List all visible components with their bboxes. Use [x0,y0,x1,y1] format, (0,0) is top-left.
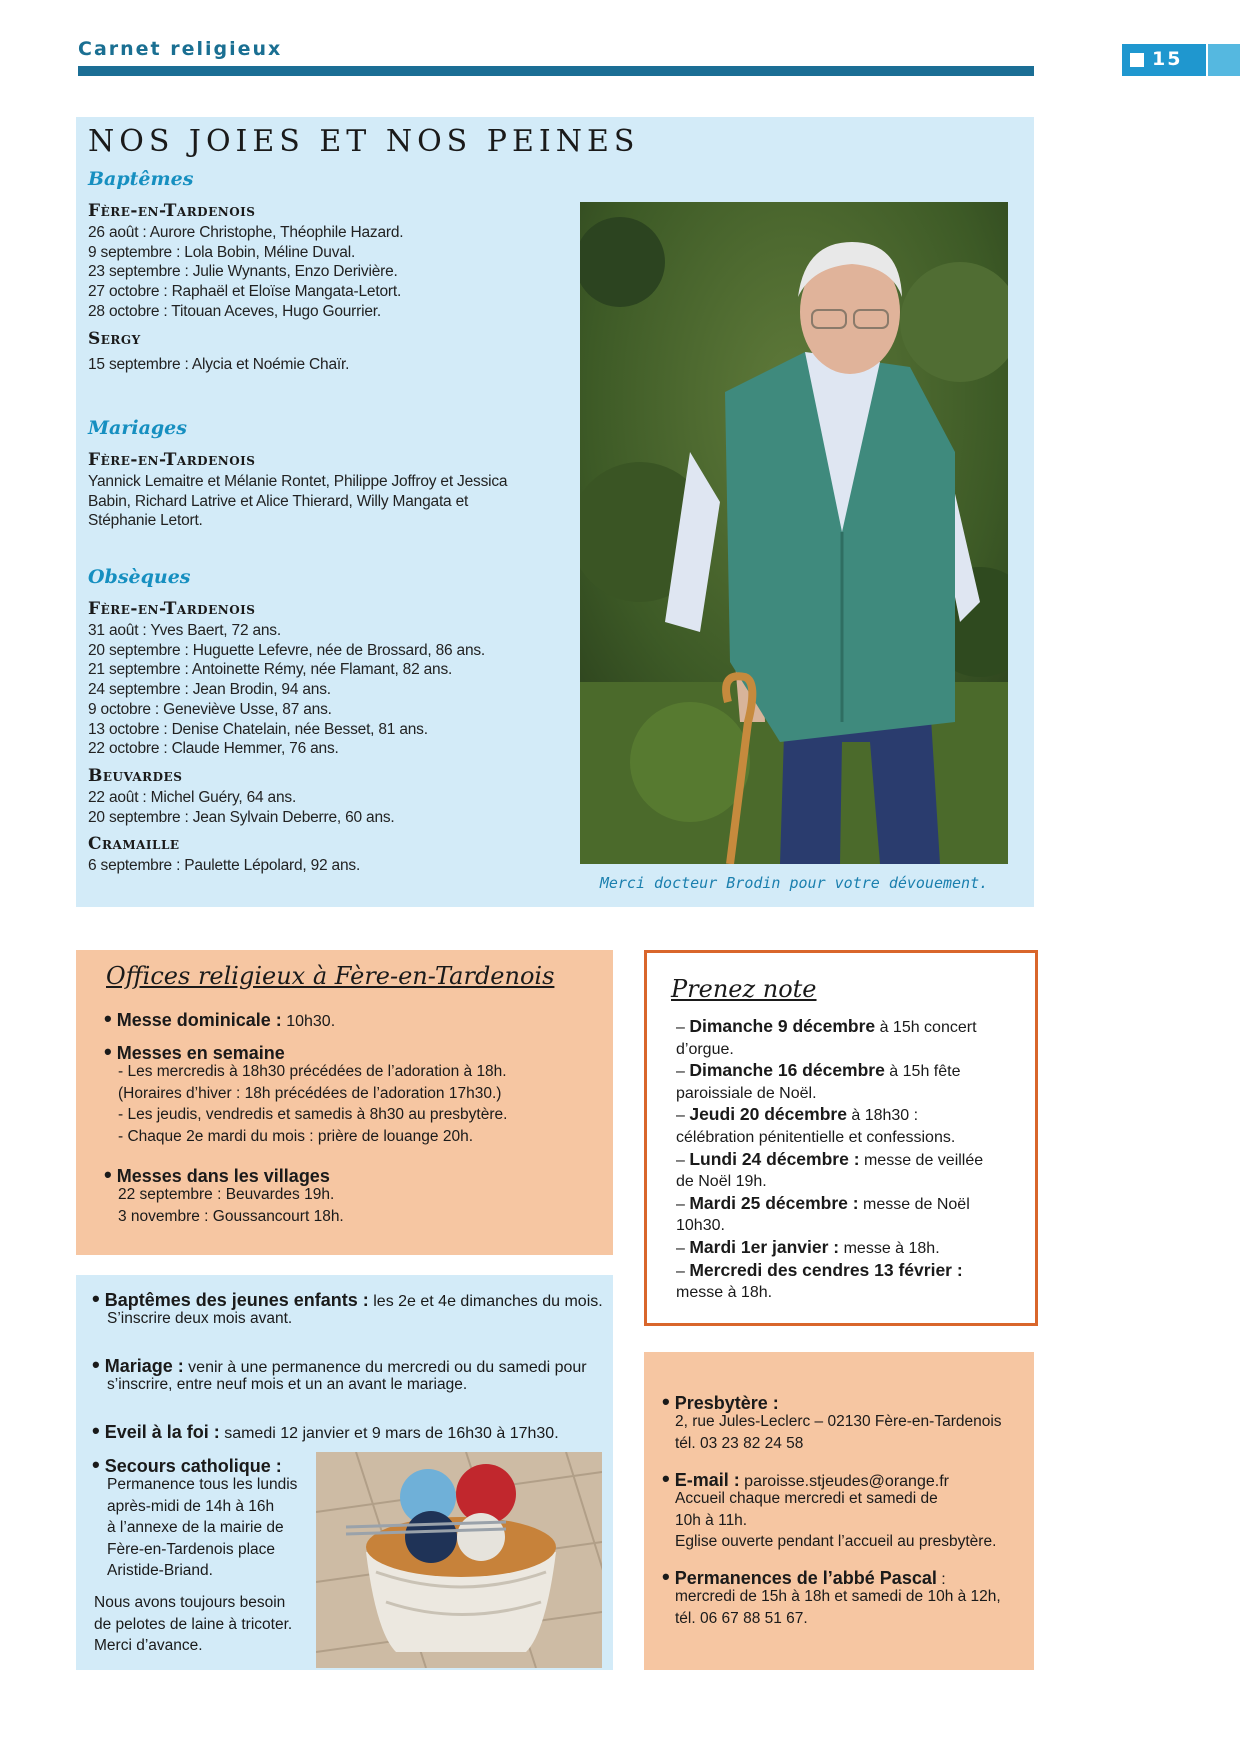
list-item: – Mardi 25 décembre : messe de Noël [676,1192,970,1213]
list-item: Permanence tous les lundis [107,1476,298,1493]
list-item: célébration pénitentielle et confessions. [676,1128,956,1146]
list-item: tél. 06 67 88 51 67. [675,1609,808,1627]
offices-title: Offices religieux à Fère-en-Tardenois [106,962,555,990]
list-item: - Les mercredis à 18h30 précédées de l’adoration à 18h. [118,1063,507,1080]
presbytere-info: • Presbytère : [662,1389,779,1414]
list-item: paroissiale de Noël. [676,1084,817,1102]
mariage-info: • Mariage : venir à une permanence du mercredi ou du samedi pour [92,1352,587,1377]
list-item: 23 septembre : Julie Wynants, Enzo Derivière. [88,263,398,281]
doctor-photo [580,202,1008,864]
obseques-town-cramaille: Cramaille [88,834,180,854]
list-item: 21 septembre : Antoinette Rémy, née Flamant, 82 ans. [88,661,453,679]
list-item: d’orgue. [676,1040,734,1058]
list-item: après-midi de 14h à 16h [107,1497,275,1515]
wool-basket-photo [316,1452,602,1668]
bullet-icon: • [104,1006,112,1031]
laine-note [94,1592,292,1657]
baptemes-enfants-note: S’inscrire deux mois avant. [107,1310,293,1327]
list-item: 20 septembre : Jean Sylvain Deberre, 60 ans. [88,808,395,826]
baptemes-heading: Baptêmes [88,168,194,190]
list-item: 27 octobre : Raphaël et Eloïse Mangata-Letort. [88,283,402,301]
list-item: Nous avons toujours besoin [94,1594,286,1611]
mariages-fere-list [88,472,507,531]
bullet-icon: • [92,1452,100,1477]
list-item: Fère-en-Tardenois place [107,1540,276,1558]
list-item: 9 octobre : Geneviève Usse, 87 ans. [88,700,332,718]
list-item: - Chaque 2e mardi du mois : prière de louange 20h. [118,1127,473,1145]
presbytere-address [675,1411,1002,1454]
section-title: Carnet religieux [78,38,283,60]
villages-list [118,1184,344,1227]
obseques-beuvardes-list [88,788,395,827]
list-item: 20 septembre : Huguette Lefevre, née de Brossard, 86 ans. [88,641,486,659]
list-item: 28 octobre : Titouan Aceves, Hugo Gourrier. [88,302,381,320]
list-item: à l’annexe de la mairie de [107,1519,284,1536]
list-item: mercredi de 15h à 18h et samedi de 10h à 12h, [675,1588,1001,1605]
list-item: Eglise ouverte pendant l’accueil au presbytère. [675,1533,997,1550]
list-item: de Noël 19h. [676,1173,767,1191]
list-item: 24 septembre : Jean Brodin, 94 ans. [88,681,331,699]
page-number-stripe [1208,44,1240,76]
obseques-heading: Obsèques [88,566,191,588]
list-item: Aristide-Briand. [107,1562,213,1579]
baptemes-fere-list [88,223,403,322]
bullet-icon: • [92,1418,100,1443]
obseques-cramaille-list [88,856,360,876]
list-item: Accueil chaque mercredi et samedi de [675,1490,938,1507]
prenez-note-list [676,1016,983,1304]
baptemes-town-sergy: Sergy [88,329,141,349]
messes-semaine: • Messes en semaine [104,1039,285,1064]
permanences-abbe: • Permanences de l’abbé Pascal : [662,1564,946,1589]
baptemes-sergy-list [88,355,349,375]
list-item: de pelotes de laine à tricoter. [94,1615,293,1633]
eveil-foi: • Eveil à la foi : samedi 12 janvier et 9 mars de 16h30 à 17h30. [92,1418,559,1443]
mariages-heading: Mariages [88,417,187,439]
address-line: 2, rue Jules-Leclerc – 02130 Fère-en-Tardenois [675,1413,1002,1430]
list-item: – Lundi 24 décembre : messe de veillée [676,1148,984,1169]
list-item: Yannick Lemaitre et Mélanie Rontet, Philippe Joffroy et Jessica [88,473,508,490]
list-item: 31 août : Yves Baert, 72 ans. [88,622,281,639]
list-item: 13 octobre : Denise Chatelain, née Besset, 81 ans. [88,720,428,738]
email-info: • E-mail : paroisse.stjeudes@orange.fr [662,1466,949,1491]
semaine-list [118,1061,507,1147]
page-square-icon [1130,53,1144,67]
prenez-note-title: Prenez note [671,975,817,1003]
messe-dominicale: • Messe dominicale : 10h30. [104,1006,336,1031]
joies-title: NOS JOIES ET NOS PEINES [88,124,640,159]
list-item: messe à 18h. [676,1284,773,1302]
bullet-icon: • [92,1352,100,1377]
email-address[interactable]: paroisse.stjeudes@orange.fr [739,1473,949,1490]
page-number: 15 [1152,48,1183,70]
bullet-icon: • [662,1564,670,1589]
permanences-list [675,1586,1001,1629]
obseques-fere-list [88,621,485,759]
list-item: 22 septembre : Beuvardes 19h. [118,1186,335,1203]
baptemes-town-fere: Fère-en-Tardenois [88,201,256,221]
baptemes-enfants: • Baptêmes des jeunes enfants : les 2e et 4e dimanches du mois. [92,1286,603,1311]
phone-line: tél. 03 23 82 24 58 [675,1434,804,1452]
mariage-info-note: s’inscrire, entre neuf mois et un an avant le mariage. [107,1376,468,1393]
list-item: – Dimanche 9 décembre à 15h concert [676,1016,977,1036]
list-item: 10h à 11h. [675,1511,748,1529]
list-item: – Jeudi 20 décembre à 18h30 : [676,1104,919,1125]
list-item: - Les jeudis, vendredis et samedis à 8h30 au presbytère. [118,1106,508,1123]
bullet-icon: • [92,1286,100,1311]
list-item: 9 septembre : Lola Bobin, Méline Duval. [88,243,356,261]
list-item: – Mardi 1er janvier : messe à 18h. [676,1236,940,1257]
mariages-town-fere: Fère-en-Tardenois [88,450,256,470]
bullet-icon: • [662,1389,670,1414]
list-item: 10h30. [676,1217,725,1235]
accueil-list [675,1488,996,1553]
list-item: – Mercredi des cendres 13 février : [676,1259,963,1280]
list-item: (Horaires d’hiver : 18h précédées de l’adoration 17h30.) [118,1084,502,1102]
list-item: Stéphanie Letort. [88,512,203,530]
list-item: Merci d’avance. [94,1637,203,1654]
list-item: 22 octobre : Claude Hemmer, 76 ans. [88,740,339,758]
secours-list [107,1474,297,1582]
header-rule [78,66,1034,76]
list-item: 6 septembre : Paulette Lépolard, 92 ans. [88,857,361,874]
bullet-icon: • [104,1039,112,1064]
list-item: 22 août : Michel Guéry, 64 ans. [88,789,297,806]
obseques-town-fere: Fère-en-Tardenois [88,599,256,619]
list-item: 15 septembre : Alycia et Noémie Chaïr. [88,356,350,373]
messes-villages: • Messes dans les villages [104,1162,330,1187]
bullet-icon: • [662,1466,670,1491]
obseques-town-beuvardes: Beuvardes [88,766,183,786]
list-item: 26 août : Aurore Christophe, Théophile Hazard. [88,224,404,241]
list-item: 3 novembre : Goussancourt 18h. [118,1207,344,1225]
secours-catholique: • Secours catholique : [92,1452,282,1477]
list-item: – Dimanche 16 décembre à 15h fête [676,1060,961,1081]
photo-caption: Merci docteur Brodin pour votre dévouement. [599,874,989,892]
bullet-icon: • [104,1162,112,1187]
list-item: Babin, Richard Latrive et Alice Thierard, Willy Mangata et [88,492,469,510]
